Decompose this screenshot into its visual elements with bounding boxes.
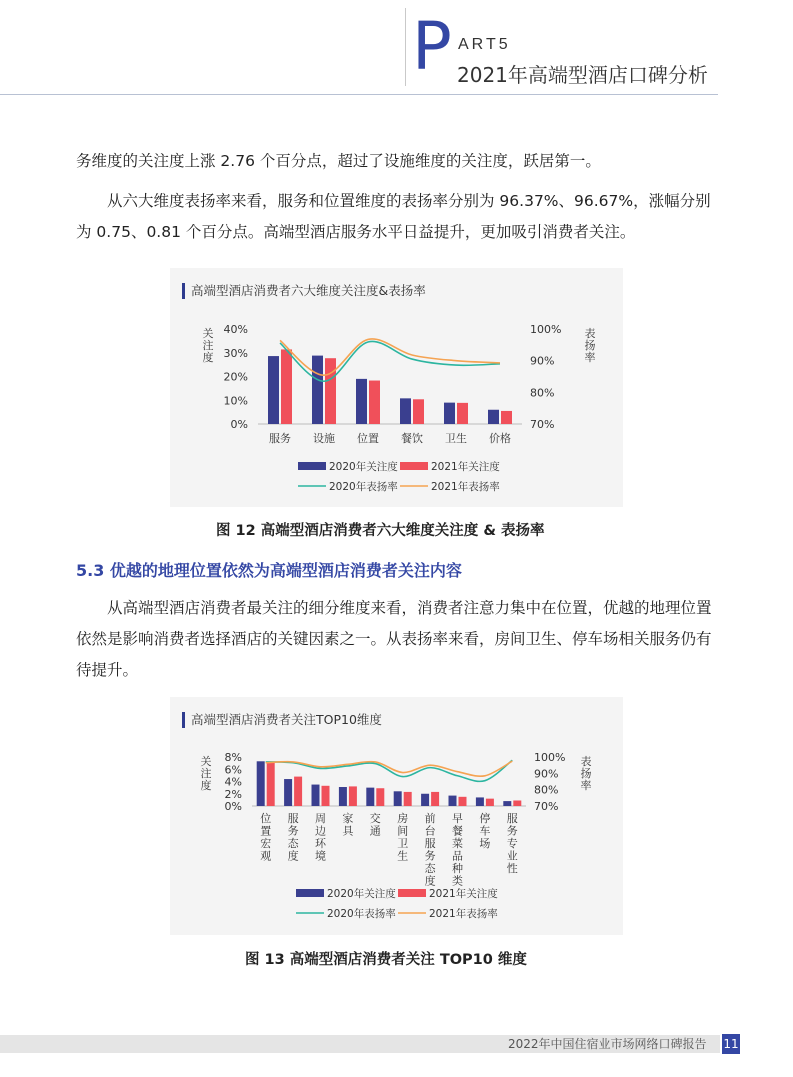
y2-tick-label: 80% bbox=[530, 386, 555, 400]
bar-2021 bbox=[431, 792, 439, 806]
y2-axis-title-char: 率 bbox=[580, 779, 592, 792]
bar-2021 bbox=[457, 403, 468, 424]
y-tick-label: 20% bbox=[223, 370, 248, 384]
y-tick-label: 4% bbox=[224, 775, 242, 789]
bar-2021 bbox=[501, 411, 512, 424]
chart-title: 高端型酒店消费者六大维度关注度&表扬率 bbox=[182, 283, 426, 299]
footer-report-title: 2022年中国住宿业市场网络口碑报告 bbox=[508, 1037, 707, 1051]
line-2021 bbox=[266, 761, 513, 776]
y2-axis-title-char: 扬 bbox=[580, 767, 592, 780]
chart-13-svg bbox=[170, 697, 623, 935]
bar-2020 bbox=[356, 379, 367, 424]
legend-swatch bbox=[298, 462, 326, 470]
chart-figure-12 bbox=[170, 268, 623, 507]
figure-13-caption: 图 13 高端型酒店消费者关注 TOP10 维度 bbox=[245, 952, 527, 968]
y2-tick-label: 90% bbox=[534, 767, 559, 781]
bar-2021 bbox=[349, 786, 357, 806]
x-tick-label-char: 周 bbox=[315, 812, 326, 825]
bar-2021 bbox=[322, 786, 330, 806]
bar-2021 bbox=[513, 800, 521, 806]
x-tick-label: 价格 bbox=[489, 432, 511, 445]
x-tick-label-char: 边 bbox=[315, 824, 326, 838]
legend-label: 2020年表扬率 bbox=[327, 908, 396, 920]
y2-axis-title-char: 率 bbox=[584, 351, 596, 364]
y-axis-title-char: 关 bbox=[202, 327, 214, 340]
x-tick-label-char: 停 bbox=[479, 812, 491, 825]
x-tick-label-char: 间 bbox=[397, 824, 409, 838]
x-tick-label: 餐饮 bbox=[401, 432, 423, 445]
x-tick-label-char: 置 bbox=[260, 824, 272, 838]
bar-2020 bbox=[444, 403, 455, 424]
y2-tick-label: 90% bbox=[530, 354, 555, 368]
legend-label: 2021年关注度 bbox=[429, 888, 498, 900]
header-part-letter: P bbox=[412, 8, 452, 85]
legend-swatch bbox=[296, 889, 324, 897]
bar-2020 bbox=[421, 794, 429, 806]
bar-2021 bbox=[267, 763, 275, 806]
x-tick-label-char: 态 bbox=[287, 837, 299, 850]
y-tick-label: 30% bbox=[223, 346, 248, 360]
legend-label: 2021年表扬率 bbox=[429, 908, 498, 920]
paragraph-2: 从六大维度表扬率来看，服务和位置维度的表扬率分别为 96.37%、96.67%，涨幅分别为 0.75、0.81 个百分点。高端型酒店服务水平日益提升，更加吸引消费者关注。 bbox=[76, 192, 711, 241]
bar-2020 bbox=[488, 410, 499, 424]
legend-label: 2021年表扬率 bbox=[431, 481, 500, 493]
chart-12-svg bbox=[170, 268, 623, 507]
x-tick-label: 位置 bbox=[357, 432, 379, 445]
x-tick-label-char: 房 bbox=[397, 812, 409, 825]
legend-label: 2020年关注度 bbox=[329, 461, 398, 473]
x-tick-label-char: 生 bbox=[397, 849, 409, 863]
x-tick-label: 服务 bbox=[269, 432, 291, 445]
y-tick-label: 0% bbox=[224, 800, 242, 813]
legend-swatch bbox=[398, 889, 426, 897]
x-tick-label-char: 观 bbox=[260, 849, 272, 863]
x-tick-label-char: 度 bbox=[424, 874, 436, 888]
chart-title: 高端型酒店消费者关注TOP10维度 bbox=[182, 712, 382, 728]
x-tick-label-char: 性 bbox=[506, 862, 518, 875]
section-heading-5-3: 5.3 优越的地理位置依然为高端型酒店消费者关注内容 bbox=[76, 561, 462, 580]
header-divider-vertical bbox=[405, 8, 406, 86]
y-tick-label: 10% bbox=[223, 394, 248, 408]
y-tick-label: 40% bbox=[223, 323, 248, 336]
y2-tick-label: 70% bbox=[530, 418, 555, 431]
x-tick-label: 设施 bbox=[313, 432, 335, 445]
header-title: 2021年高端型酒店口碑分析 bbox=[457, 63, 708, 87]
x-tick-label-char: 餐 bbox=[452, 824, 463, 838]
y-tick-label: 0% bbox=[230, 418, 248, 431]
figure-12-caption: 图 12 高端型酒店消费者六大维度关注度 & 表扬率 bbox=[216, 523, 545, 539]
x-tick-label-char: 务 bbox=[424, 849, 436, 863]
x-tick-label-char: 专 bbox=[506, 837, 518, 850]
y-axis-title-char: 度 bbox=[200, 779, 212, 792]
bar-2020 bbox=[284, 779, 292, 806]
y-tick-label: 2% bbox=[224, 787, 242, 801]
bar-2021 bbox=[459, 797, 467, 806]
x-tick-label-char: 台 bbox=[424, 824, 436, 838]
bar-2020 bbox=[476, 797, 484, 806]
legend-label: 2020年关注度 bbox=[327, 888, 396, 900]
x-tick-label-char: 类 bbox=[452, 874, 463, 888]
x-tick-label-char: 务 bbox=[287, 824, 299, 838]
x-tick-label-char: 前 bbox=[424, 812, 436, 825]
y-axis-title-char: 度 bbox=[202, 351, 214, 364]
x-tick-label-char: 业 bbox=[506, 849, 518, 863]
y-axis-title-char: 注 bbox=[202, 339, 214, 352]
x-tick-label-char: 服 bbox=[424, 837, 436, 850]
y2-axis-title-char: 表 bbox=[584, 327, 596, 340]
x-tick-label-char: 宏 bbox=[260, 837, 272, 850]
x-tick-label-char: 种 bbox=[452, 862, 463, 875]
paragraph-3: 从高端型酒店消费者最关注的细分维度来看，消费者注意力集中在位置，优越的地理位置依然是影响消费者选择酒店的关键因素之一。从表扬率来看，房间卫生、停车场相关服务仍有待提升。 bbox=[76, 599, 712, 679]
y2-tick-label: 100% bbox=[534, 751, 566, 764]
y-tick-label: 6% bbox=[224, 763, 242, 777]
x-tick-label-char: 服 bbox=[287, 812, 299, 825]
x-tick-label-char: 具 bbox=[342, 824, 354, 838]
x-tick-label-char: 品 bbox=[452, 849, 463, 863]
x-tick-label-char: 度 bbox=[287, 849, 299, 863]
y2-axis-title-char: 表 bbox=[580, 755, 592, 768]
bar-2020 bbox=[400, 398, 411, 424]
x-tick-label-char: 家 bbox=[342, 812, 354, 825]
x-tick-label-char: 车 bbox=[479, 824, 491, 838]
bar-2020 bbox=[339, 787, 347, 806]
bar-2021 bbox=[376, 788, 384, 806]
bar-2021 bbox=[281, 349, 292, 424]
page-number: 11 bbox=[722, 1034, 740, 1054]
bar-2020 bbox=[257, 761, 265, 806]
paragraph-1: 务维度的关注度上涨 2.76 个百分点，超过了设施维度的关注度，跃居第一。 bbox=[76, 152, 601, 170]
header-part-label: ART5 bbox=[458, 36, 511, 53]
y-axis-title-char: 关 bbox=[200, 755, 212, 768]
legend-swatch bbox=[400, 462, 428, 470]
bar-2021 bbox=[486, 799, 494, 806]
bar-2020 bbox=[503, 801, 511, 806]
y2-tick-label: 80% bbox=[534, 783, 559, 797]
y2-tick-label: 100% bbox=[530, 323, 562, 336]
x-tick-label-char: 务 bbox=[506, 824, 518, 838]
y2-tick-label: 70% bbox=[534, 800, 559, 813]
bar-2020 bbox=[268, 356, 279, 424]
x-tick-label-char: 境 bbox=[315, 849, 326, 863]
x-tick-label-char: 服 bbox=[506, 812, 518, 825]
y-tick-label: 8% bbox=[224, 751, 242, 764]
bar-2020 bbox=[366, 788, 374, 806]
y2-axis-title-char: 扬 bbox=[584, 339, 596, 352]
bar-2021 bbox=[325, 358, 336, 424]
bar-2020 bbox=[394, 791, 402, 806]
bar-2021 bbox=[294, 777, 302, 806]
bar-2020 bbox=[312, 785, 320, 806]
header-divider-horizontal bbox=[0, 94, 718, 95]
x-tick-label-char: 早 bbox=[452, 812, 463, 825]
legend-label: 2020年表扬率 bbox=[329, 481, 398, 493]
x-tick-label-char: 环 bbox=[315, 837, 326, 850]
legend-label: 2021年关注度 bbox=[431, 461, 500, 473]
bar-2020 bbox=[449, 796, 457, 806]
bar-2020 bbox=[312, 356, 323, 424]
x-tick-label-char: 态 bbox=[424, 862, 436, 875]
x-tick-label-char: 卫 bbox=[397, 837, 409, 850]
chart-figure-13 bbox=[170, 697, 623, 935]
x-tick-label-char: 通 bbox=[369, 824, 381, 838]
y-axis-title-char: 注 bbox=[200, 767, 212, 780]
bar-2021 bbox=[404, 792, 412, 806]
x-tick-label-char: 菜 bbox=[452, 837, 463, 850]
x-tick-label-char: 位 bbox=[260, 812, 272, 825]
bar-2021 bbox=[369, 381, 380, 424]
bar-2021 bbox=[413, 399, 424, 424]
x-tick-label: 卫生 bbox=[445, 432, 467, 445]
x-tick-label-char: 场 bbox=[479, 837, 491, 850]
x-tick-label-char: 交 bbox=[369, 812, 381, 825]
